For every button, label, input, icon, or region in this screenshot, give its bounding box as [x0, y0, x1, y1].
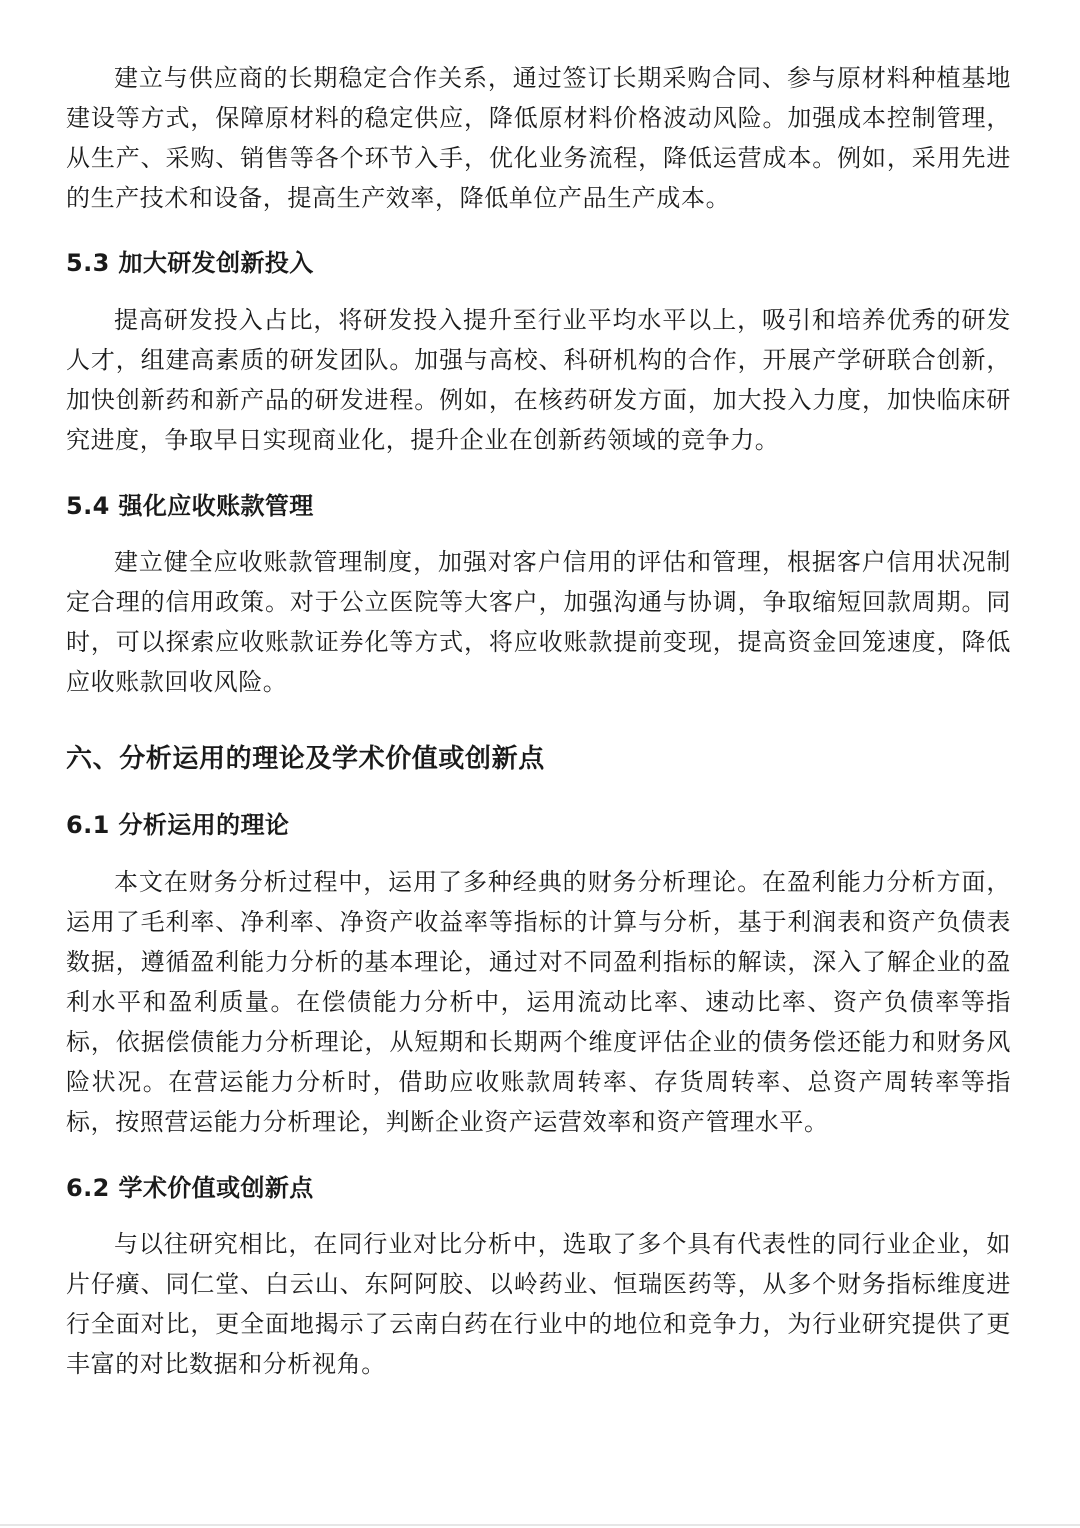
- document-body: [66, 58, 1011, 1384]
- paragraph-analysis-theory: 本文在财务分析过程中，运用了多种经典的财务分析理论。在盈利能力分析方面，运用了毛利率、净利率、净资产收益率等指标的计算与分析，基于利润表和资产负债表数据，遵循盈利能力分析的基本理论，通过对不同盈利指标的解读，深入了解企业的盈利水平和盈利质量。在偿债能力分析中，运用流动比率、速动比率、资产负债率等指标，依据偿债能力分析理论，从短期和长期两个维度评估企业的债务偿还能力和财务风险状况。在营运能力分析时，借助应收账款周转率、存货周转率、总资产周转率等指标，按照营运能力分析理论，判断企业资产运营效率和资产管理水平。: [66, 868, 1011, 1136]
- paragraph-supplier-cost-control: 建立与供应商的长期稳定合作关系，通过签订长期采购合同、参与原材料种植基地建设等方式，保障原材料的稳定供应，降低原材料价格波动风险。加强成本控制管理，从生产、采购、销售等各个环节入手，优化业务流程，降低运营成本。例如，采用先进的生产技术和设备，提高生产效率，降低单位产品生产成本。: [66, 64, 1011, 212]
- heading-5-4: 5.4 强化应收账款管理: [66, 492, 314, 520]
- heading-6-1: 6.1 分析运用的理论: [66, 811, 290, 839]
- paragraph-rd-investment: 提高研发投入占比，将研发投入提升至行业平均水平以上，吸引和培养优秀的研发人才，组建高素质的研发团队。加强与高校、科研机构的合作，开展产学研联合创新，加快创新药和新产品的研发进程。例如，在核药研发方面，加大投入力度，加快临床研究进度，争取早日实现商业化，提升企业在创新药领域的竞争力。: [66, 306, 1011, 454]
- paragraph-academic-value: 与以往研究相比，在同行业对比分析中，选取了多个具有代表性的同行业企业，如片仔癀、同仁堂、白云山、东阿阿胶、以岭药业、恒瑞医药等，从多个财务指标维度进行全面对比，更全面地揭示了云南白药在行业中的地位和竞争力，为行业研究提供了更丰富的对比数据和分析视角。: [66, 1230, 1011, 1378]
- paragraph-receivables-management: 建立健全应收账款管理制度，加强对客户信用的评估和管理，根据客户信用状况制定合理的信用政策。对于公立医院等大客户，加强沟通与协调，争取缩短回款周期。同时，可以探索应收账款证券化等方式，将应收账款提前变现，提高资金回笼速度，降低应收账款回收风险。: [66, 548, 1011, 696]
- heading-6-2: 6.2 学术价值或创新点: [66, 1174, 314, 1202]
- page-bottom-divider: [0, 1524, 1080, 1526]
- heading-5-3: 5.3 加大研发创新投入: [66, 249, 314, 277]
- heading-section-6: 六、分析运用的理论及学术价值或创新点: [66, 744, 545, 774]
